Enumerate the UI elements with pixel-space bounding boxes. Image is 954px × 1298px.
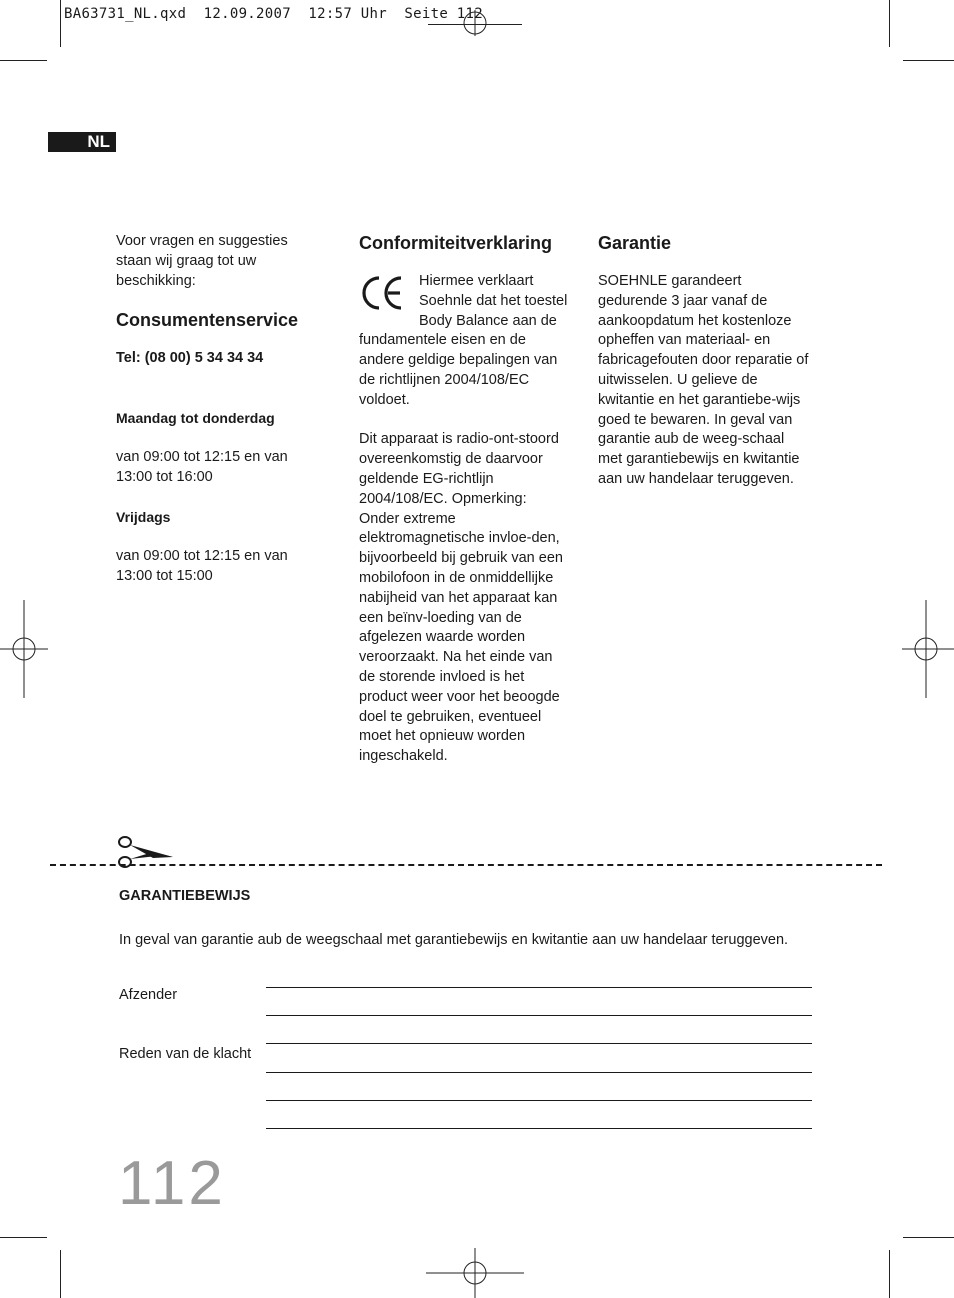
registration-mark-icon (0, 600, 50, 698)
warranty-text: SOEHNLE garandeert gedurende 3 jaar vanaf de aankoopdatum het kostenloze opheffen van materiaal- en fabricagefouten door reparatie of uitwisselen. U gelieve de kwitantie en het garantiebe-wijs goed te bewaren. In geval van garantie aub de weeg-schaal met garantiebewijs en kwitantie aan uw handelaar teruggeven. (598, 273, 809, 487)
certificate-text: In geval van garantie aub de weegschaal met garantiebewijs en kwitantie aan uw handelaar teruggeven. (119, 932, 789, 948)
sender-label: Afzender (119, 987, 178, 1003)
conformity-heading: Conformiteitverklaring (359, 233, 553, 253)
friday-label: Vrijdags (116, 508, 171, 525)
phone-number: Tel: (08 00) 5 34 34 34 (116, 350, 264, 367)
registration-mark-icon (902, 600, 954, 698)
ce-mark-icon (359, 272, 409, 314)
conformity-column (359, 232, 569, 767)
friday-hours: van 09:00 tot 12:15 en van 13:00 tot 15:00 (116, 548, 288, 585)
reason-line[interactable] (266, 1100, 812, 1101)
sender-line[interactable] (266, 987, 812, 988)
registration-mark-icon (462, 10, 488, 36)
reason-label: Reden van de klacht (119, 1046, 252, 1062)
print-slug: BA63731_NL.qxd 12.09.2007 12:57 Uhr Seite 112 (64, 6, 483, 22)
conformity-declaration: Hiermee verklaart Soehnle dat het toestel Body Balance aan de fundamentele eisen en de andere geldige bepalingen van de richtlijnen 2004/108/EC voldoet. (359, 273, 568, 408)
conformity-note: Dit apparaat is radio-ont-stoord overeenkomstig de daarvoor geldende EG-richtlijn 2004/108/EC. Opmerking: Onder extreme elektromagnetische invloe-den, bijvoorbeeld bij gebruik van een mobilofoon in de onmiddellijke nabijheid van het apparaat kan een beïnv-loeding van de afgelezen waarde worden veroorzaakt. Na het einde van de storende invloed is het product weer voor het beoogde doel te gebruiken, eventueel moet het opnieuw worden ingeschakeld. (359, 431, 563, 765)
contact-intro: Voor vragen en suggesties staan wij graag tot uw beschikking: (116, 233, 288, 289)
reason-line[interactable] (266, 1072, 812, 1073)
weekdays-label: Maandag tot donderdag (116, 409, 275, 426)
registration-mark-icon (426, 1248, 524, 1298)
consumer-service-heading: Consumentenservice (116, 310, 299, 331)
page-number: 112 (118, 1149, 226, 1218)
weekdays-hours: van 09:00 tot 12:15 en van 13:00 tot 16:00 (116, 449, 288, 486)
language-badge: NL (48, 132, 116, 152)
reason-line[interactable] (266, 1043, 812, 1044)
sender-line[interactable] (266, 1015, 812, 1016)
warranty-column (598, 232, 812, 490)
reason-line[interactable] (266, 1128, 812, 1129)
warranty-heading: Garantie (598, 233, 672, 253)
certificate-title: GARANTIEBEWIJS (119, 888, 251, 904)
cut-line (50, 864, 882, 866)
contact-column (116, 232, 326, 587)
